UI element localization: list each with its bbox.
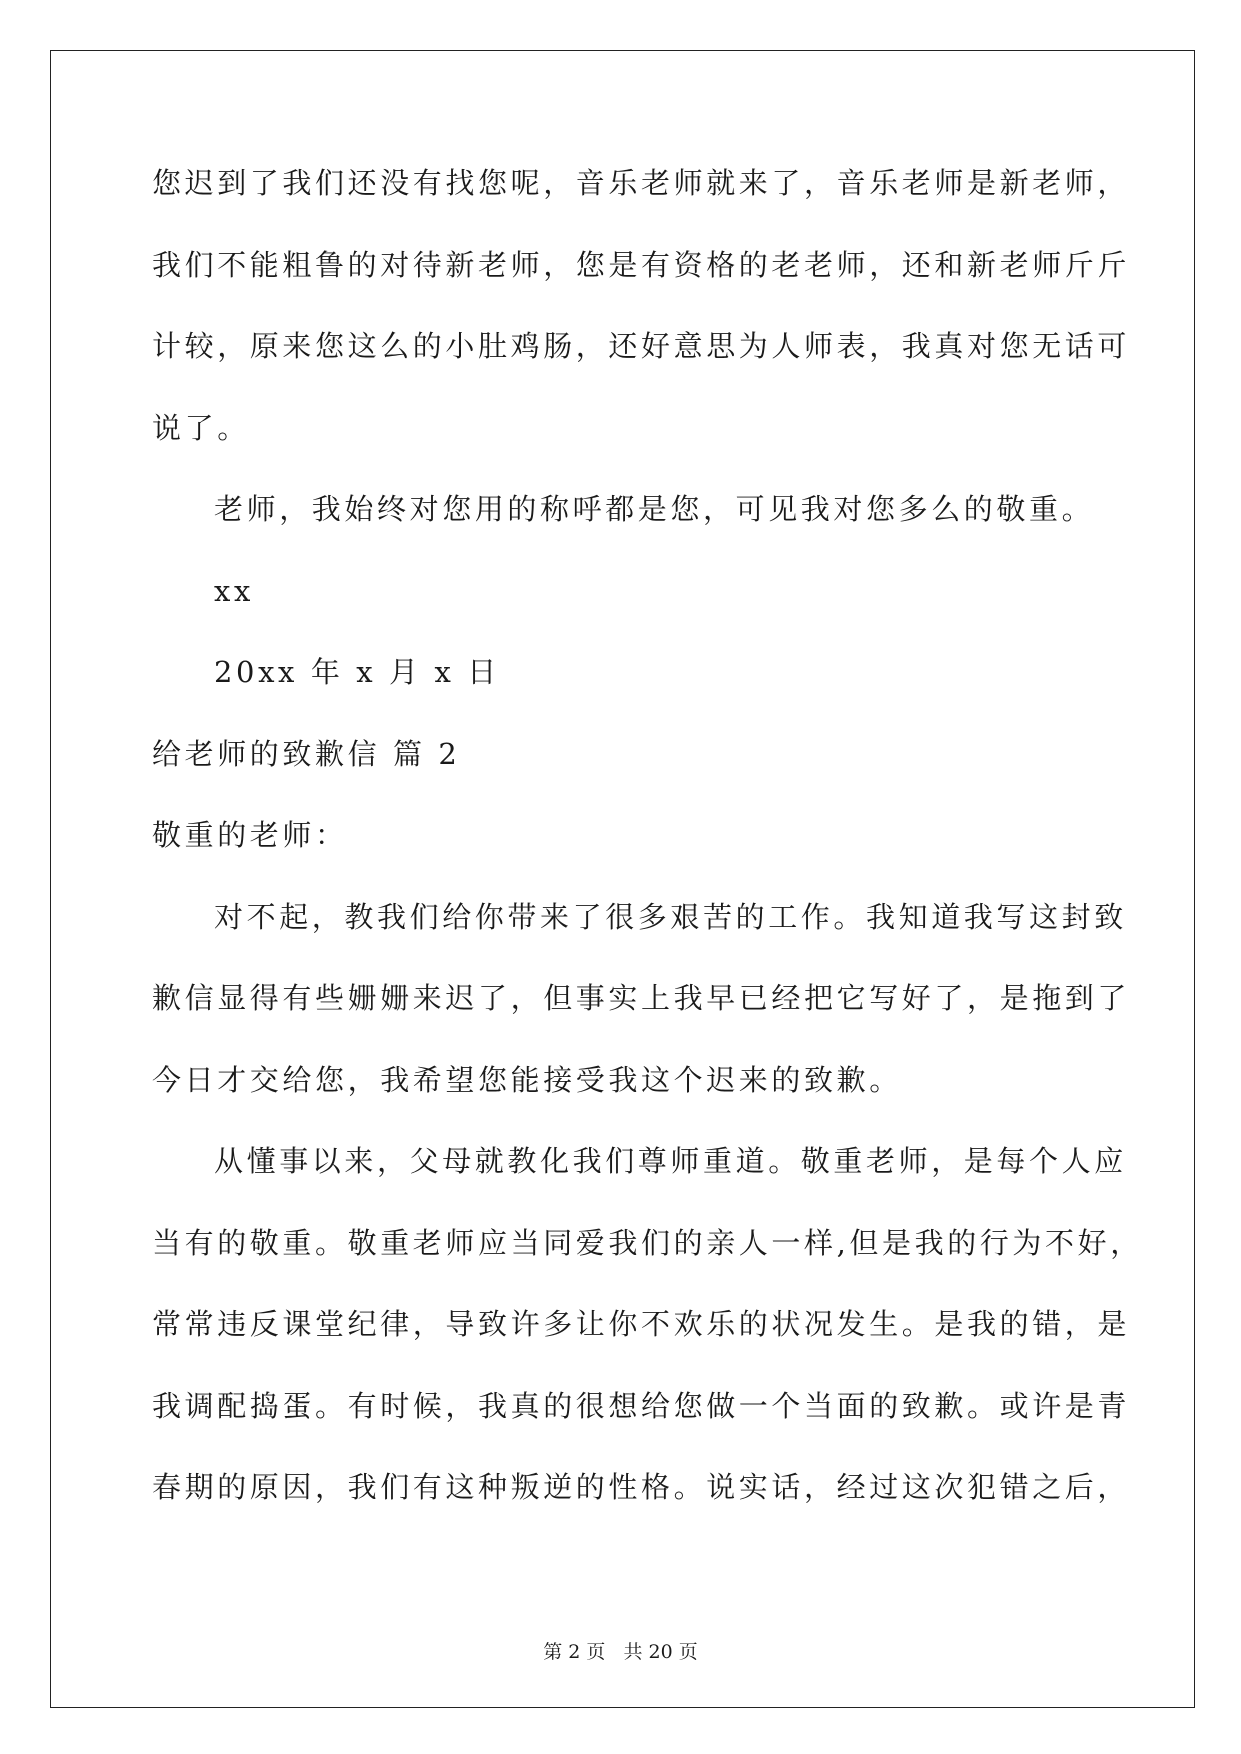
text-line: 歉信显得有些姗姗来迟了，但事实上我早已经把它写好了，是拖到了 bbox=[152, 981, 1131, 1015]
page-footer bbox=[0, 1637, 1241, 1664]
text-line: 计较，原来您这么的小肚鸡肠，还好意思为人师表，我真对您无话可 bbox=[152, 329, 1131, 363]
text-line: 说了。 bbox=[152, 410, 250, 445]
page-total: 共 20 页 bbox=[623, 1641, 698, 1663]
page-number: 第 2 页 bbox=[543, 1641, 606, 1663]
text-line: 20xx 年 x 月 x 日 bbox=[214, 655, 500, 689]
text-line: 对不起，教我们给你带来了很多艰苦的工作。我知道我写这封致 bbox=[214, 899, 1127, 934]
text-line: 今日才交给您，我希望您能接受我这个迟来的致歉。 bbox=[152, 1062, 902, 1097]
text-line: 当有的敬重。敬重老师应当同爱我们的亲人一样,但是我的行为不好， bbox=[152, 1225, 1143, 1260]
text-line: 我调配捣蛋。有时候，我真的很想给您做一个当面的致歉。或许是青 bbox=[152, 1388, 1131, 1423]
text-line: 敬重的老师： bbox=[152, 818, 348, 852]
text-line: xx bbox=[214, 573, 254, 608]
text-line: 从懂事以来，父母就教化我们尊师重道。敬重老师，是每个人应 bbox=[214, 1144, 1127, 1178]
text-line: 常常违反课堂纪律，导致许多让你不欢乐的状况发生。是我的错，是 bbox=[152, 1307, 1131, 1341]
text-line: 给老师的致歉信 篇 2 bbox=[152, 736, 461, 771]
text-line: 我们不能粗鲁的对待新老师，您是有资格的老老师，还和新老师斤斤 bbox=[152, 247, 1131, 282]
document-body bbox=[152, 163, 1143, 1549]
text-line: 您迟到了我们还没有找您呢，音乐老师就来了，音乐老师是新老师， bbox=[152, 166, 1131, 200]
text-line: 春期的原因，我们有这种叛逆的性格。说实话，经过这次犯错之后， bbox=[152, 1470, 1131, 1504]
text-line: 老师，我始终对您用的称呼都是您，可见我对您多么的敬重。 bbox=[214, 492, 1095, 526]
